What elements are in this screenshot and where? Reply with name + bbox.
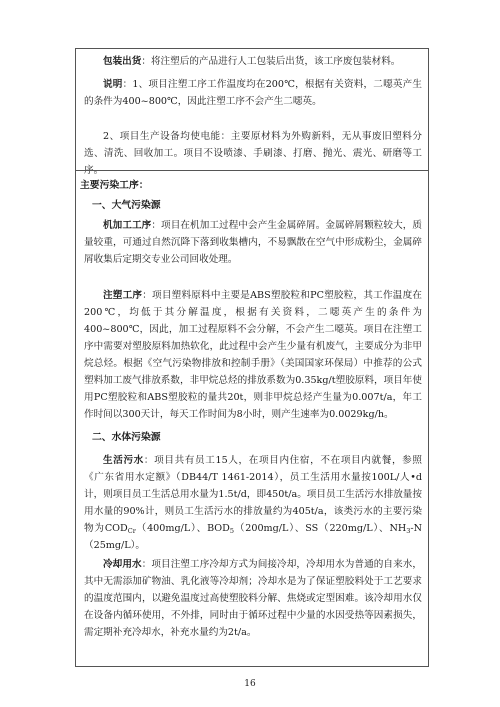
domestic-wastewater-paragraph <box>84 452 422 554</box>
domestic-text-3: （200mg/L）、SS（220mg/L）、NH <box>234 523 407 534</box>
note-label: 说明 <box>103 79 123 90</box>
domestic-text-4: -N（25mg/L）。 <box>84 523 422 551</box>
molding-label: 注塑工序 <box>103 290 143 301</box>
cod-subscript: Cr <box>127 527 136 535</box>
packaging-paragraph <box>84 53 422 70</box>
domestic-text-2: （400mg/L）、BOD <box>135 523 230 534</box>
packaging-text: ：将注塑后的产品进行人工包装后出货，该工序废包装材料。 <box>141 56 401 67</box>
water-heading: 二、水体污染源 <box>92 432 161 443</box>
machining-paragraph <box>84 217 422 268</box>
packaging-label: 包装出货 <box>103 56 142 67</box>
document-table-frame <box>75 48 429 667</box>
domestic-text-1: ：项目共有员工15人，在项目内住宿，不在项目内就餐，参照《广东省用水定额》（DB44/T 1461-2014），员工生活用水量按100L/人•d计，则项目员工生活总用水量为1.5t/d，即450t/a。项目员工生活污水排放量按用水量的90%计，则员工生活污水的排放量约为405t/a，该类污水的主要污染物为COD <box>84 455 422 534</box>
page-number: 16 <box>244 679 256 689</box>
cooling-water-paragraph <box>84 556 422 641</box>
section-divider <box>76 170 428 171</box>
bod-subscript: 5 <box>229 527 234 535</box>
note2-paragraph: 2、项目生产设备均使电能：主要原材料为外购新料，无从事废旧塑料分选、清洗、回收加工。项目不设喷漆、手刷漆、打磨、抛光、震光、研磨等工序。 <box>84 131 422 176</box>
air-heading: 一、大气污染源 <box>92 200 161 211</box>
nh-subscript: 3 <box>406 527 411 535</box>
molding-paragraph <box>84 287 422 423</box>
cooling-label: 冷却用水 <box>103 559 142 570</box>
domestic-label: 生活污水 <box>103 455 144 466</box>
section-title: 主要污染工序： <box>80 180 149 191</box>
machining-text: ：项目在机加工过程中会产生金属碎屑。金属碎屑颗粒较大，质量较重，可通过自然沉降下落到收集槽内，不易飘散在空气中形成粉尘，金属碎屑收集后定期交专业公司回收处理。 <box>84 220 423 265</box>
note-text: ：1、项目注塑工序工作温度均在200℃，根据有关资料，二噁英产生的条件为400~800℃，因此注塑工序不会产生二噁英。 <box>84 79 423 107</box>
note-paragraph <box>84 76 422 110</box>
machining-label: 机加工工序 <box>103 220 152 231</box>
cooling-text: ：项目注塑工序冷却方式为间接冷却，冷却用水为普通的自来水，其中无需添加矿物油、乳化液等冷却剂；冷却水是为了保证塑胶料处于工艺要求的温度范围内，以避免温度过高使塑胶料分解、焦烧或定型困难。该冷却用水仅在设备内循环使用，不外排，同时由于循环过程中少量的水因受热等因素损失，需定期补充冷却水，补充水量约为2t/a。 <box>84 559 423 638</box>
molding-text: ：项目塑料原料中主要是ABS塑胶粒和PC塑胶粒，其工作温度在200℃，均低于其分解温度，根据有关资料，二噁英产生的条件为400~800℃，因此，加工过程原料不会分解，不会产生二噁英。项目在注塑工序中需要对塑胶原料加热软化，此过程中会产生少量有机废气，主要成分为非甲烷总烃。根据《空气污染物排放和控制手册》（美国国家环保局）中推荐的公式塑料加工废气排放系数，非甲烷总烃的排放系数为0.35kg/t塑胶原料，项目年使用PC塑胶粒和ABS塑胶粒的量共20t，则非甲烷总烃产生量为0.007t/a，年工作时间以300天计，每天工作时间为8小时，则产生速率为0.0029kg/h。 <box>84 290 422 420</box>
